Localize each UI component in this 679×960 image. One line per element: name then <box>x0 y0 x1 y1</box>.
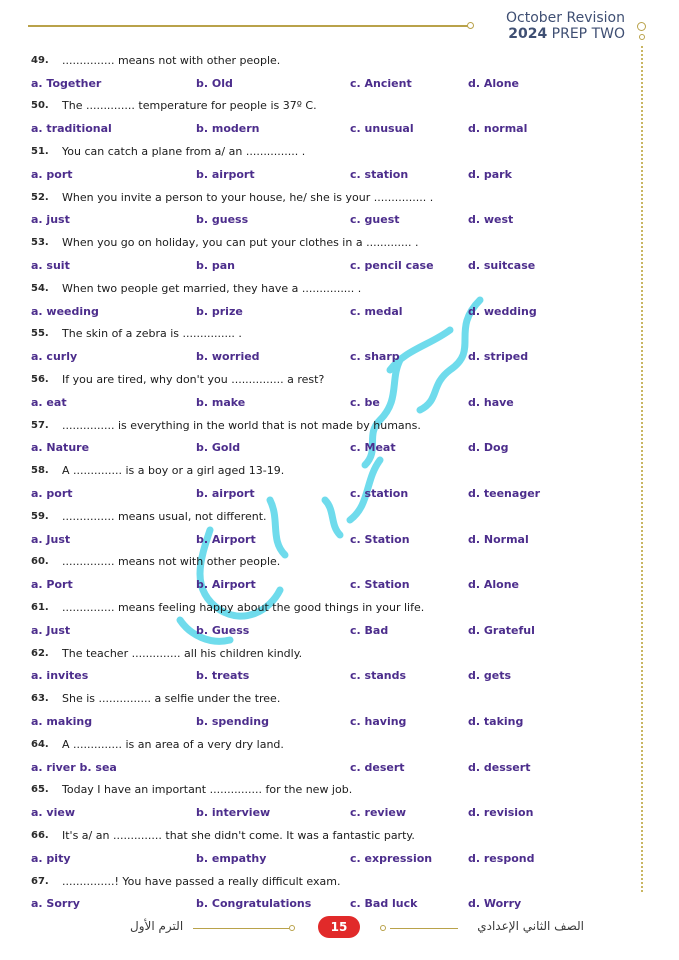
side-rail-decoration <box>636 22 648 892</box>
question-text: ...............! You have passed a really difficult exam. <box>62 874 341 888</box>
question-number: 67. <box>31 875 49 887</box>
option-d: d. Normal <box>468 532 529 546</box>
question-text: She is ............... a selfie under the tree. <box>62 692 281 706</box>
question-number: 53. <box>31 237 49 249</box>
question-52 <box>31 186 586 209</box>
option-a: a. port <box>31 167 73 181</box>
question-54 <box>31 277 586 300</box>
option-c: c. guest <box>350 213 400 227</box>
options-62 <box>31 665 586 688</box>
question-list <box>31 49 586 915</box>
question-62 <box>31 642 586 665</box>
question-number: 58. <box>31 465 49 477</box>
option-d: d. revision <box>468 806 534 820</box>
question-65 <box>31 779 586 802</box>
option-a: a. port <box>31 487 73 501</box>
question-text: The .............. temperature for people is 37º C. <box>62 99 317 113</box>
option-b: b. worried <box>196 350 260 364</box>
question-58 <box>31 459 586 482</box>
options-67 <box>31 892 586 915</box>
option-a: a. traditional <box>31 122 112 136</box>
question-number: 65. <box>31 784 49 796</box>
question-number: 59. <box>31 510 49 522</box>
ring-icon <box>380 925 386 931</box>
question-number: 49. <box>31 54 49 66</box>
option-a: a. weeding <box>31 304 99 318</box>
option-b: b. Gold <box>196 441 241 455</box>
option-c: c. unusual <box>350 122 414 136</box>
question-55 <box>31 323 586 346</box>
option-d: d. teenager <box>468 487 541 501</box>
footer-grade: الصف الثاني الإعدادي <box>477 919 584 933</box>
options-57 <box>31 437 586 460</box>
option-d: d. Alone <box>468 578 520 592</box>
option-c: c. pencil case <box>350 259 434 273</box>
question-text: The skin of a zebra is ............... . <box>62 327 242 341</box>
option-a: a. curly <box>31 350 78 364</box>
question-number: 55. <box>31 328 49 340</box>
question-number: 56. <box>31 374 49 386</box>
footer-term: الترم الأول <box>130 919 184 933</box>
option-a: a. river b. sea <box>31 760 117 774</box>
options-60 <box>31 573 586 596</box>
option-c: c. Meat <box>350 441 396 455</box>
option-d: d. respond <box>468 851 535 865</box>
options-63 <box>31 710 586 733</box>
question-text: When you go on holiday, you can put your clothes in a ............. . <box>62 236 419 250</box>
question-number: 60. <box>31 556 49 568</box>
option-a: a. view <box>31 806 75 820</box>
ring-icon <box>639 34 645 40</box>
question-53 <box>31 231 586 254</box>
option-b: b. Guess <box>196 623 250 637</box>
header-year: 2024 <box>508 26 548 42</box>
question-number: 50. <box>31 100 49 112</box>
option-c: c. be <box>350 395 380 409</box>
option-c: c. Station <box>350 578 410 592</box>
option-c: c. Bad luck <box>350 897 418 911</box>
question-text: ............... means usual, not different. <box>62 509 267 523</box>
option-c: c. medal <box>350 304 403 318</box>
option-b: b. make <box>196 395 246 409</box>
question-number: 52. <box>31 191 49 203</box>
option-a: a. eat <box>31 395 67 409</box>
header-level: PREP TWO <box>547 26 625 42</box>
option-c: c. Station <box>350 532 410 546</box>
option-d: d. west <box>468 213 514 227</box>
question-49 <box>31 49 586 72</box>
option-b: b. airport <box>196 167 255 181</box>
question-text: If you are tired, why don't you ............... a rest? <box>62 373 325 387</box>
question-67 <box>31 870 586 893</box>
question-51 <box>31 140 586 163</box>
page-number: 15 <box>318 916 360 938</box>
option-b: b. Airport <box>196 532 256 546</box>
header-title: October Revision <box>506 10 625 26</box>
question-text: You can catch a plane from a/ an ............... . <box>62 145 306 159</box>
question-63 <box>31 687 586 710</box>
options-50 <box>31 117 586 140</box>
page-header <box>506 10 625 42</box>
option-d: d. Dog <box>468 441 509 455</box>
option-c: c. station <box>350 167 409 181</box>
question-50 <box>31 95 586 118</box>
option-a: a. making <box>31 715 93 728</box>
option-c: c. sharp <box>350 350 400 364</box>
question-number: 51. <box>31 146 49 158</box>
option-d: d. gets <box>468 669 512 683</box>
question-number: 61. <box>31 602 49 614</box>
question-text: A .............. is an area of a very dry land. <box>62 737 284 751</box>
option-c: c. Bad <box>350 623 389 637</box>
option-b: b. interview <box>196 806 271 820</box>
option-a: a. pity <box>31 851 71 865</box>
option-d: d. striped <box>468 350 529 364</box>
option-b: b. spending <box>196 715 269 728</box>
option-a: a. Just <box>31 623 71 637</box>
question-number: 64. <box>31 738 49 750</box>
option-d: d. have <box>468 395 514 409</box>
question-text: ............... means not with other people. <box>62 555 281 569</box>
option-a: a. invites <box>31 669 89 683</box>
question-number: 62. <box>31 647 49 659</box>
option-d: d. dessert <box>468 760 531 774</box>
options-64 <box>31 756 586 779</box>
option-d: d. suitcase <box>468 259 536 273</box>
header-subtitle <box>506 26 625 42</box>
question-text: When you invite a person to your house, he/ she is your ............... . <box>62 190 434 204</box>
options-51 <box>31 163 586 186</box>
question-text: Today I have an important ............... for the new job. <box>62 783 353 797</box>
top-rule <box>28 25 468 27</box>
question-number: 54. <box>31 282 49 294</box>
options-65 <box>31 801 586 824</box>
question-text: ............... means not with other people. <box>62 53 281 67</box>
question-60 <box>31 551 586 574</box>
question-number: 57. <box>31 419 49 431</box>
question-66 <box>31 824 586 847</box>
page-footer <box>0 913 679 943</box>
ring-icon <box>289 925 295 931</box>
option-b: b. Congratulations <box>196 897 312 911</box>
option-b: b. Airport <box>196 578 256 592</box>
options-56 <box>31 391 586 414</box>
option-a: a. Port <box>31 578 73 592</box>
options-53 <box>31 254 586 277</box>
question-text: The teacher .............. all his children kindly. <box>62 646 303 660</box>
question-number: 66. <box>31 829 49 841</box>
ring-icon <box>637 22 646 31</box>
question-64 <box>31 733 586 756</box>
options-54 <box>31 300 586 323</box>
footer-rule-left <box>193 928 289 929</box>
options-55 <box>31 345 586 368</box>
question-61 <box>31 596 586 619</box>
option-a: a. just <box>31 213 70 227</box>
question-59 <box>31 505 586 528</box>
option-a: a. Together <box>31 76 102 90</box>
question-text: ............... means feeling happy about the good things in your life. <box>62 601 425 615</box>
question-text: A .............. is a boy or a girl aged 13-19. <box>62 464 285 478</box>
option-d: d. normal <box>468 122 528 136</box>
options-49 <box>31 72 586 95</box>
option-c: c. having <box>350 715 407 728</box>
options-58 <box>31 482 586 505</box>
option-c: c. Ancient <box>350 76 412 90</box>
footer-rule-right <box>390 928 458 929</box>
option-a: a. Sorry <box>31 897 80 911</box>
option-a: a. Nature <box>31 441 90 455</box>
option-a: a. Just <box>31 532 71 546</box>
option-d: d. park <box>468 167 512 181</box>
option-c: c. expression <box>350 851 433 865</box>
option-b: b. treats <box>196 669 250 683</box>
option-d: d. Alone <box>468 76 520 90</box>
question-56 <box>31 368 586 391</box>
question-number: 63. <box>31 693 49 705</box>
option-b: b. Old <box>196 76 233 90</box>
options-59 <box>31 528 586 551</box>
option-b: b. empathy <box>196 851 267 865</box>
option-c: c. station <box>350 487 409 501</box>
question-57 <box>31 414 586 437</box>
options-61 <box>31 619 586 642</box>
option-d: d. taking <box>468 715 524 728</box>
option-c: c. review <box>350 806 406 820</box>
option-c: c. desert <box>350 760 405 774</box>
options-66 <box>31 847 586 870</box>
option-b: b. prize <box>196 304 243 318</box>
option-d: d. wedding <box>468 304 537 318</box>
question-text: ............... is everything in the world that is not made by humans. <box>62 418 421 432</box>
dotted-rail <box>641 46 643 892</box>
option-d: d. Worry <box>468 897 522 911</box>
question-text: When two people get married, they have a ............... . <box>62 281 362 295</box>
option-a: a. suit <box>31 259 70 273</box>
option-c: c. stands <box>350 669 407 683</box>
options-52 <box>31 209 586 232</box>
option-b: b. airport <box>196 487 255 501</box>
option-b: b. guess <box>196 213 249 227</box>
option-b: b. pan <box>196 259 236 273</box>
option-d: d. Grateful <box>468 623 535 637</box>
question-text: It's a/ an .............. that she didn't come. It was a fantastic party. <box>62 828 415 842</box>
option-b: b. modern <box>196 122 260 136</box>
